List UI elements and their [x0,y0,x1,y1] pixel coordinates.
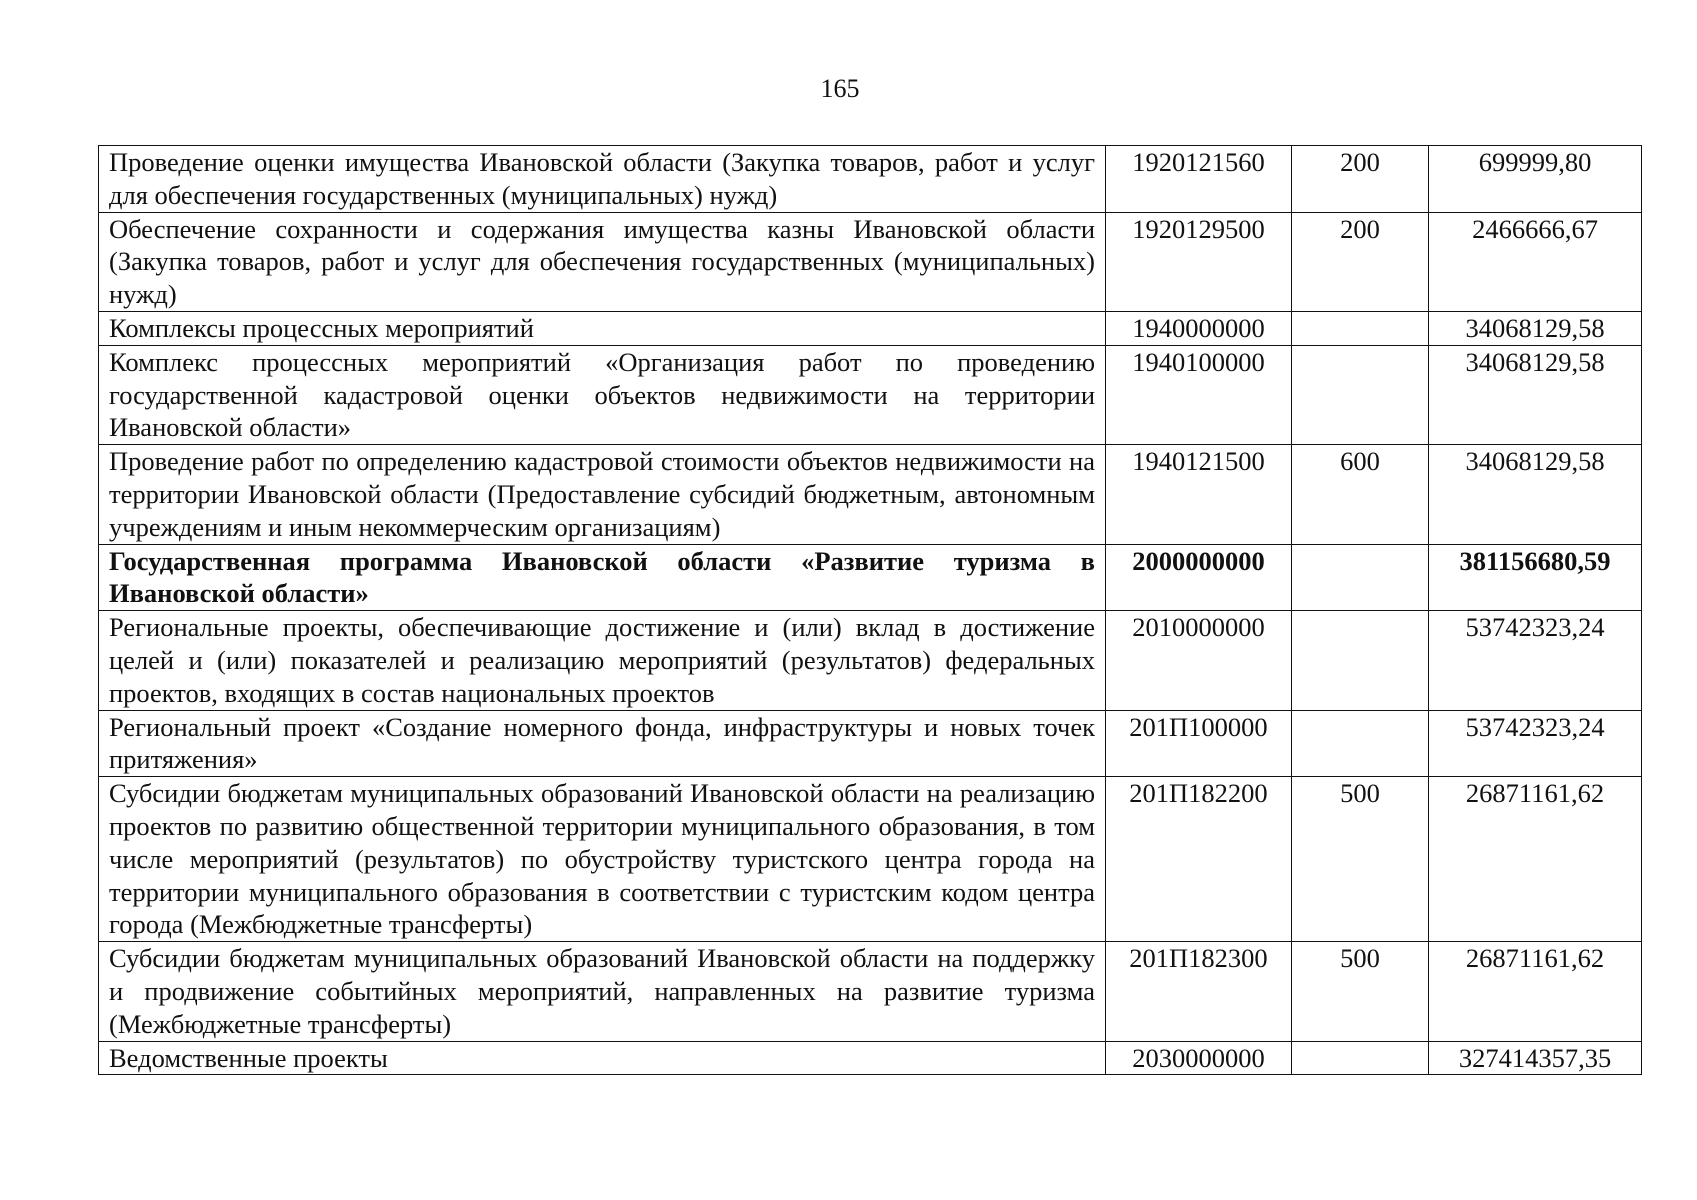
row-sum-cell: 381156680,59 [1429,544,1642,611]
row-type-cell [1292,311,1429,345]
table-row [99,544,1642,611]
row-code-cell: 201П182300 [1106,942,1292,1041]
budget-table [98,145,1642,1075]
row-type-cell: 600 [1292,445,1429,544]
row-name-cell: Субсидии бюджетам муниципальных образований Ивановской области на поддержку и продвижение событийных мероприятий, направленных на развитие туризма (Межбюджетные трансферты) [99,942,1106,1041]
row-type-cell: 500 [1292,777,1429,942]
row-code-cell: 2000000000 [1106,544,1292,611]
row-code-cell: 201П100000 [1106,710,1292,777]
table-row [99,445,1642,544]
budget-table-body [99,146,1642,1075]
row-name-cell: Региональные проекты, обеспечивающие достижение и (или) вклад в достижение целей и (или) показателей и реализацию мероприятий (результатов) федеральных проектов, входящих в состав национальных проектов [99,611,1106,710]
row-code-cell: 2030000000 [1106,1041,1292,1075]
row-type-cell [1292,611,1429,710]
table-row [99,311,1642,345]
row-type-cell [1292,710,1429,777]
row-sum-cell: 34068129,58 [1429,311,1642,345]
row-code-cell: 201П182200 [1106,777,1292,942]
row-sum-cell: 26871161,62 [1429,777,1642,942]
row-type-cell: 200 [1292,146,1429,213]
table-row [99,611,1642,710]
row-sum-cell: 26871161,62 [1429,942,1642,1041]
row-name-cell: Государственная программа Ивановской области «Развитие туризма в Ивановской области» [99,544,1106,611]
table-row [99,146,1642,213]
row-name-cell: Комплекс процессных мероприятий «Организация работ по проведению государственной кадастровой оценки объектов недвижимости на территории Ивановской области» [99,345,1106,444]
row-type-cell: 500 [1292,942,1429,1041]
table-row [99,710,1642,777]
row-sum-cell: 34068129,58 [1429,345,1642,444]
row-name-cell: Комплексы процессных мероприятий [99,311,1106,345]
row-name-cell: Обеспечение сохранности и содержания имущества казны Ивановской области (Закупка товаров, работ и услуг для обеспечения государственных (муниципальных) нужд) [99,212,1106,311]
row-sum-cell: 699999,80 [1429,146,1642,213]
table-row [99,777,1642,942]
row-code-cell: 1920129500 [1106,212,1292,311]
row-code-cell: 1940000000 [1106,311,1292,345]
page-number: 165 [820,74,860,103]
row-name-cell: Субсидии бюджетам муниципальных образований Ивановской области на реализацию проектов по развитию общественной территории муниципального образования, в том числе мероприятий (результатов) по обустройству туристского центра города на территории муниципального образования в соответствии с туристским кодом центра города (Межбюджетные трансферты) [99,777,1106,942]
table-row [99,345,1642,444]
table-row [99,942,1642,1041]
table-row [99,212,1642,311]
row-code-cell: 1940100000 [1106,345,1292,444]
row-code-cell: 1940121500 [1106,445,1292,544]
row-code-cell: 2010000000 [1106,611,1292,710]
row-sum-cell: 53742323,24 [1429,710,1642,777]
table-row [99,1041,1642,1075]
row-code-cell: 1920121560 [1106,146,1292,213]
row-name-cell: Проведение работ по определению кадастровой стоимости объектов недвижимости на территории Ивановской области (Предоставление субсидий бюджетным, автономным учреждениям и иным некоммерческим организациям) [99,445,1106,544]
row-type-cell: 200 [1292,212,1429,311]
row-name-cell: Проведение оценки имущества Ивановской области (Закупка товаров, работ и услуг для обеспечения государственных (муниципальных) нужд) [99,146,1106,213]
row-sum-cell: 2466666,67 [1429,212,1642,311]
row-type-cell [1292,1041,1429,1075]
row-type-cell [1292,345,1429,444]
row-type-cell [1292,544,1429,611]
row-sum-cell: 327414357,35 [1429,1041,1642,1075]
row-name-cell: Ведомственные проекты [99,1041,1106,1075]
row-sum-cell: 53742323,24 [1429,611,1642,710]
row-name-cell: Региональный проект «Создание номерного фонда, инфраструктуры и новых точек притяжения» [99,710,1106,777]
row-sum-cell: 34068129,58 [1429,445,1642,544]
